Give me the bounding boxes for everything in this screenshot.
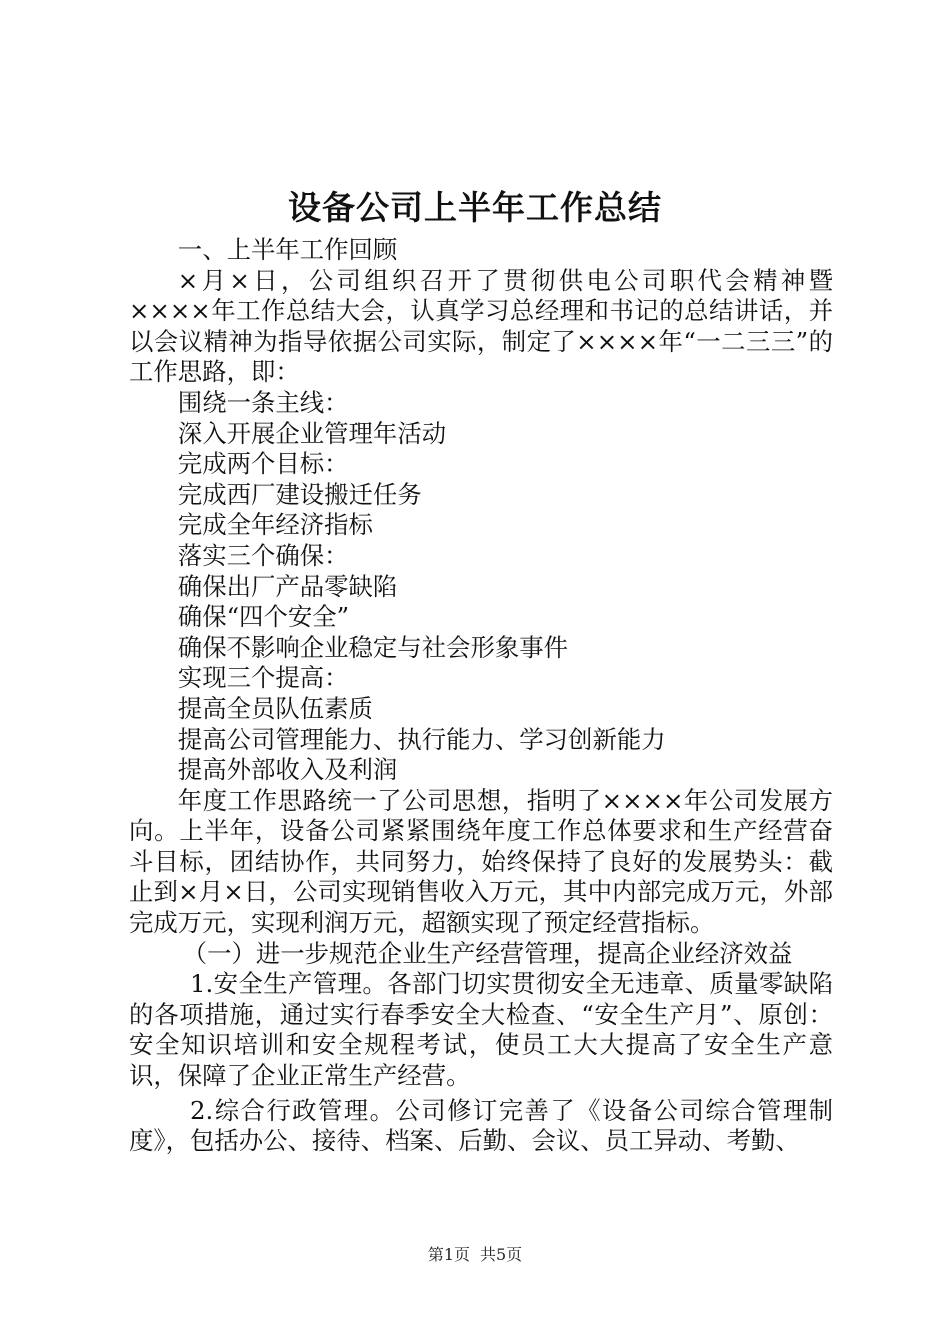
paragraph: 提高公司管理能力、执行能力、学习创新能力 — [177, 724, 666, 754]
page-number: 第1页 — [427, 1245, 470, 1264]
paragraph: 围绕一条主线： — [177, 387, 349, 417]
page-total: 共5页 — [480, 1245, 523, 1264]
paragraph: 落实三个确保： — [177, 540, 349, 570]
paragraph: 实现三个提高： — [177, 663, 349, 693]
paragraph: 完成两个目标： — [177, 449, 349, 479]
paragraph: 一、上半年工作回顾 — [177, 235, 398, 264]
paragraph: 完成全年经济指标 — [177, 510, 373, 540]
paragraph: 提高外部收入及利润 — [177, 755, 398, 785]
document-body — [129, 235, 833, 1157]
paragraph: 确保出厂产品零缺陷 — [177, 571, 398, 601]
page-footer — [0, 1245, 950, 1265]
paragraph: 确保不影响企业稳定与社会形象事件 — [177, 632, 569, 662]
paragraph: （一）进一步规范企业生产经营管理，提高企业经济效益 — [182, 938, 793, 968]
paragraph: 1.安全生产管理。各部门切实贯彻安全无违章、质量零缺陷的各项措施，通过实行春季安全大检查、“安全生产月”、原创：安全知识培训和安全规程考试，使员工大大提高了安全生产意识，保障了企业正常生产经营。 — [129, 969, 833, 1091]
paragraph: 提高全员队伍素质 — [177, 693, 373, 723]
paragraph: ×月×日，公司组织召开了贯彻供电公司职代会精神暨××××年工作总结大会，认真学习总经理和书记的总结讲话，并以会议精神为指导依据公司实际，制定了××××年“一二三三”的工作思路，即： — [129, 265, 834, 387]
paragraph: 2.综合行政管理。公司修订完善了《设备公司综合管理制度》，包括办公、接待、档案、后勤、会议、员工异动、考勤、 — [129, 1095, 833, 1156]
paragraph: 完成西厂建设搬迁任务 — [177, 479, 422, 509]
paragraph: 年度工作思路统一了公司思想，指明了××××年公司发展方向。上半年，设备公司紧紧围绕年度工作总体要求和生产经营奋斗目标，团结协作，共同努力，始终保持了良好的发展势头：截止到×月×日，公司实现销售收入万元，其中内部完成万元，外部完成万元，实现利润万元，超额实现了预定经营指标。 — [129, 785, 833, 938]
paragraph: 确保“四个安全” — [177, 602, 350, 632]
paragraph: 深入开展企业管理年活动 — [177, 418, 447, 448]
document-title: 设备公司上半年工作总结 — [288, 188, 662, 227]
